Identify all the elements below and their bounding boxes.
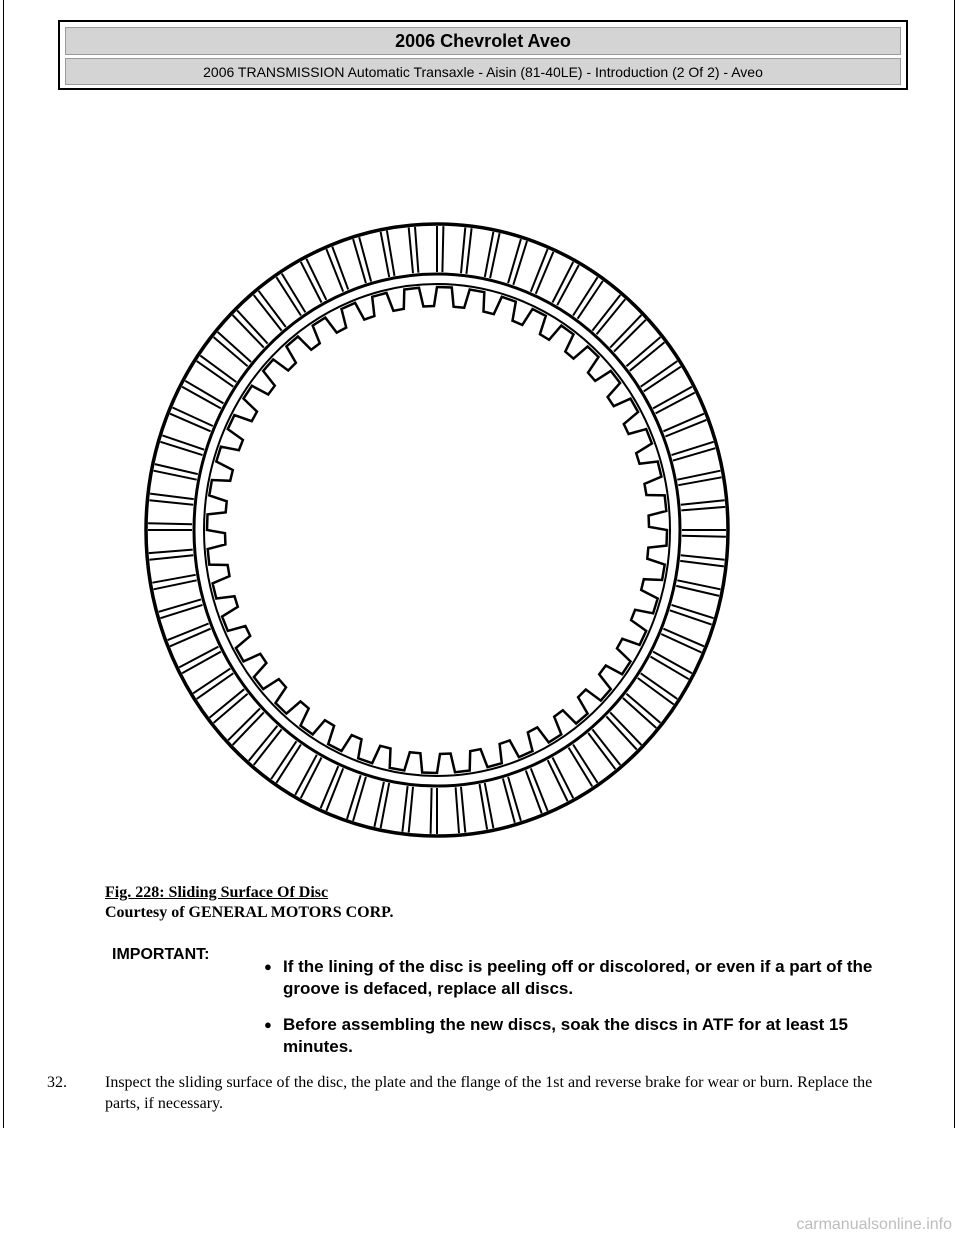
lining-segment-line [466,228,471,274]
lining-segment-line [148,523,192,524]
lining-segment-line [592,729,620,765]
lining-segment-line [233,315,264,348]
lining-segment-line [682,536,726,537]
disc-groove-line [204,284,670,776]
lining-segment-line [597,299,626,334]
lining-segment-line [461,787,465,833]
lining-segment-line [673,448,715,460]
important-notes [264,956,904,1072]
lining-segment-line [271,741,296,779]
lining-segment-line [254,295,282,331]
lining-segment-line [610,712,641,745]
lining-segment-line [237,310,267,343]
lining-segment-line [228,708,260,740]
clutch-disc-illustration [130,205,750,865]
lining-segment-line [508,777,521,821]
lining-segment-line [214,694,248,723]
lining-segment-line [149,500,193,505]
lining-segment-line [681,555,725,560]
figure-title: Fig. 228: Sliding Surface Of Disc [105,884,329,901]
lining-segment-line [402,786,407,832]
lining-segment-line [680,561,724,567]
important-label: IMPORTANT: [112,946,210,963]
lining-segment-line [197,673,234,699]
lining-segment-line [233,712,264,745]
header-subtitle: 2006 TRANSMISSION Automatic Transaxle - Aisin (81-40LE) - Introduction (2 Of 2) - Aveo [65,58,901,85]
lining-segment-line [150,494,194,500]
important-note-item [264,956,904,1000]
lining-segment-line [353,777,366,821]
lining-segment-line [614,320,646,352]
figure-courtesy: Courtesy of GENERAL MOTORS CORP. [105,904,394,921]
clutch-disc-figure [130,205,750,865]
lining-segment-line [513,241,527,285]
lining-segment-line [353,239,366,283]
lining-segment-line [573,277,598,315]
lining-segment-line [210,689,245,717]
lining-segment-line [259,291,286,327]
header-title: 2006 Chevrolet Aveo [65,27,901,55]
lining-segment-line [442,226,443,272]
lining-segment-line [347,775,361,819]
lining-segment-line [508,239,521,283]
lining-segment-line [588,733,615,769]
lining-segment-line [672,605,714,618]
disc-inner-teeth [207,287,667,773]
lining-segment-line [249,726,278,761]
lining-segment-line [626,337,660,366]
lining-segment-line [623,698,656,728]
lining-segment-line [193,669,230,694]
lining-segment-line [162,435,204,449]
lining-segment-line [218,332,251,362]
lining-segment-line [592,295,620,331]
lining-segment-line [197,361,234,387]
lining-segment-line [681,500,725,505]
lining-segment-line [160,442,202,455]
lining-segment-line [200,356,236,382]
figure-caption [105,883,393,923]
lining-segment-line [149,550,193,554]
important-note-text: If the lining of the disc is peeling off or discolored, or even if a part of the groove is defaced, replace all discs. [283,957,873,998]
lining-segment-line [159,599,201,611]
lining-segment-line [644,367,681,392]
lining-segment-line [626,694,660,723]
lining-segment-line [461,228,465,274]
lining-segment-line [670,610,712,624]
lining-segment-line [641,673,678,699]
lining-segment-line [359,237,371,281]
document-header [58,20,908,90]
bullet-icon: ● [264,959,272,974]
lining-segment-line [431,788,432,834]
lining-segment-line [415,227,418,273]
lining-segment-line [638,678,674,704]
lining-segment-line [681,507,725,511]
lining-segment-line [503,779,515,823]
step-number: 32. [47,1074,67,1091]
lining-segment-line [409,787,413,833]
lining-segment-line [160,605,202,618]
step-text: Inspect the sliding surface of the disc, the plate and the flange of the 1st and reverse brake for wear or burn. Replace the parts, if necessary. [105,1074,873,1112]
disc-lining-inner-edge [194,274,680,786]
lining-segment-line [276,745,301,783]
bullet-icon: ● [264,1017,272,1032]
important-note-item [264,1014,904,1058]
lining-segment-line [254,729,282,765]
watermark: carmanualsonline.info [796,1216,952,1233]
lining-segment-line [409,228,413,274]
lining-segment-line [630,342,665,370]
lining-segment-line [214,337,248,366]
important-note-text: Before assembling the new discs, soak the discs in ATF for at least 15 minutes. [283,1015,848,1056]
lining-segment-line [641,361,678,387]
lining-segment-line [606,716,636,749]
lining-segment-line [610,315,641,348]
lining-segment-line [456,787,459,833]
lining-segment-line [672,442,714,455]
lining-segment-line [149,555,193,560]
lining-segment-line [578,281,603,319]
